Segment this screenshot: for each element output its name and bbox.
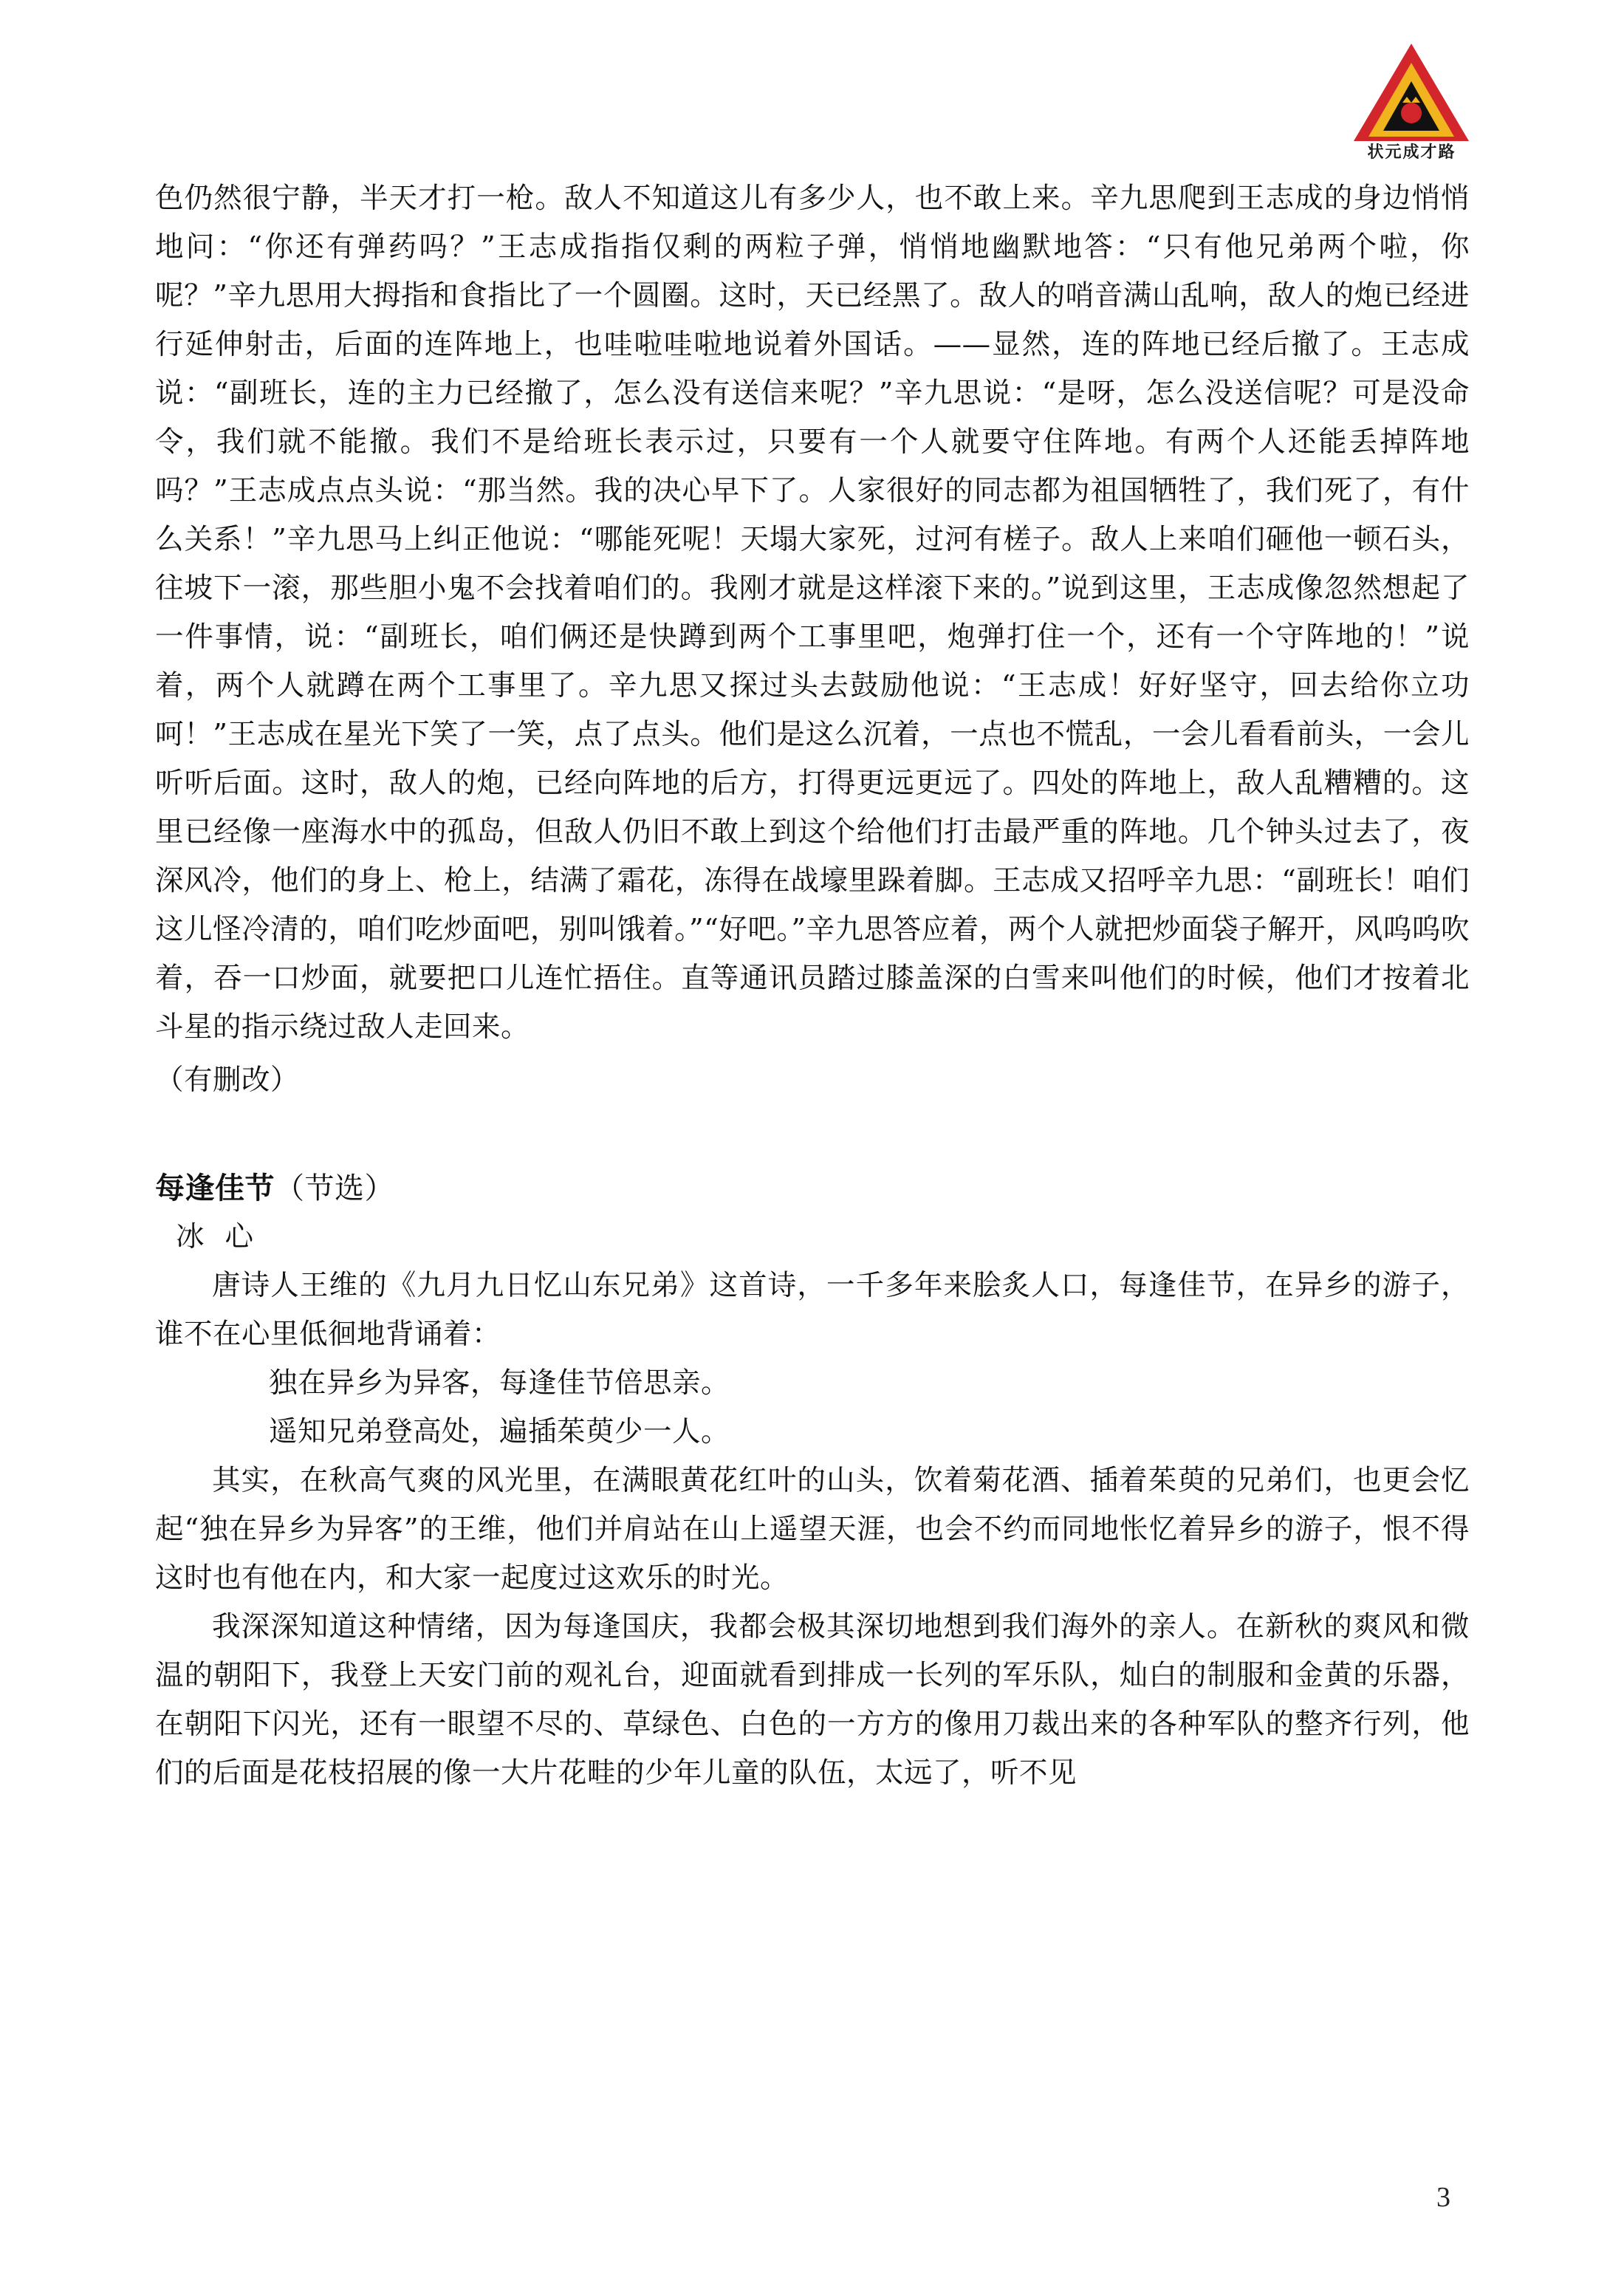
page-number: 3 — [1436, 2182, 1450, 2213]
article-paragraph-1: 唐诗人王维的《九月九日忆山东兄弟》这首诗，一千多年来脍炙人口，每逢佳节，在异乡的游子，谁不在心里低徊地背诵着： — [155, 1269, 1470, 1351]
article-title-main: 每逢佳节 — [155, 1171, 275, 1205]
article-paragraph-3: 我深深知道这种情绪，因为每逢国庆，我都会极其深切地想到我们海外的亲人。在新秋的爽风和微温的朝阳下，我登上天安门前的观礼台，迎面就看到排成一长列的军乐队，灿白的制服和金黄的乐器，在朝阳下闪光，还有一眼望不尽的、草绿色、白色的一方方的像用刀裁出来的各种军队的整齐行列，他们的后面是花枝招展的像一大片花畦的少年儿童的队伍，太远了，听不见 — [155, 1610, 1470, 1790]
article-paragraph-2: 其实，在秋高气爽的风光里，在满眼黄花红叶的山头，饮着菊花酒、插着茱萸的兄弟们，也更会忆起“独在异乡为异客”的王维，他们并肩站在山上遥望天涯，也会不约而同地怅忆着异乡的游子，恨不得这时也有他在内，和大家一起度过这欢乐的时光。 — [155, 1464, 1470, 1595]
article-title — [155, 1164, 1470, 1213]
story-paragraph: 色仍然很宁静，半天才打一枪。敌人不知道这儿有多少人，也不敢上来。辛九思爬到王志成的身边悄悄地问：“你还有弹药吗？”王志成指指仅剩的两粒子弹，悄悄地幽默地答：“只有他兄弟两个啦，你呢？”辛九思用大拇指和食指比了一个圆圈。这时，天已经黑了。敌人的哨音满山乱响，敌人的炮已经进行延伸射击，后面的连阵地上，也哇啦哇啦地说着外国话。——显然，连的阵地已经后撤了。王志成说：“副班长，连的主力已经撤了，怎么没有送信来呢？”辛九思说：“是呀，怎么没送信呢？可是没命令，我们就不能撤。我们不是给班长表示过，只要有一个人就要守住阵地。有两个人还能丢掉阵地吗？”王志成点点头说：“那当然。我的决心早下了。人家很好的同志都为祖国牺牲了，我们死了，有什么关系！”辛九思马上纠正他说：“哪能死呢！天塌大家死，过河有槎子。敌人上来咱们砸他一顿石头，往坡下一滚，那些胆小鬼不会找着咱们的。我刚才就是这样滚下来的。”说到这里，王志成像忽然想起了一件事情，说：“副班长，咱们俩还是快蹲到两个工事里吧，炮弹打住一个，还有一个守阵地的！”说着，两个人就蹲在两个工事里了。辛九思又探过头去鼓励他说：“王志成！好好坚守，回去给你立功呵！”王志成在星光下笑了一笑，点了点头。他们是这么沉着，一点也不慌乱，一会儿看看前头，一会儿听听后面。这时，敌人的炮，已经向阵地的后方，打得更远更远了。四处的阵地上，敌人乱糟糟的。这里已经像一座海水中的孤岛，但敌人仍旧不敢上到这个给他们打击最严重的阵地。几个钟头过去了，夜深风冷，他们的身上、枪上，结满了霜花，冻得在战壕里跺着脚。王志成又招呼辛九思：“副班长！咱们这儿怪冷清的，咱们吃炒面吧，别叫饿着。”“好吧。”辛九思答应着，两个人就把炒面袋子解开，风呜呜吹着，吞一口炒面，就要把口儿连忙捂住。直等通讯员踏过膝盖深的白雪来叫他们的时候，他们才按着北斗星的指示绕过敌人走回来。 — [155, 182, 1470, 1044]
logo-label: 状元成才路 — [1367, 143, 1456, 162]
article-title-suffix: （节选） — [275, 1171, 394, 1205]
poem-line-2: 遥知兄弟登高处，遍插茱萸少一人。 — [269, 1415, 730, 1448]
revision-note: （有删改） — [155, 1064, 300, 1097]
page-content — [155, 174, 1470, 1798]
logo-emblem-icon — [1351, 41, 1473, 144]
publisher-logo — [1351, 41, 1473, 162]
poem-line-1: 独在异乡为异客，每逢佳节倍思亲。 — [269, 1366, 730, 1400]
article-author: 冰心 — [176, 1220, 275, 1253]
